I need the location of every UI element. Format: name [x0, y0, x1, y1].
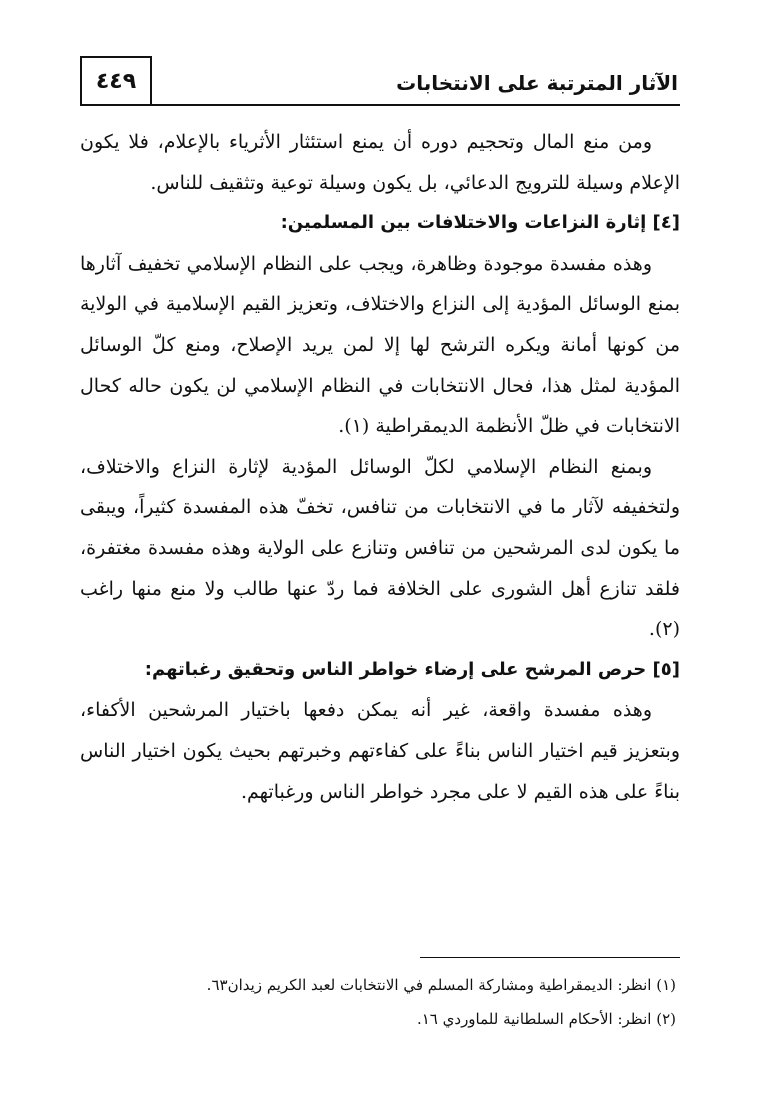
footnote: (١) انظر: الديمقراطية ومشاركة المسلم في الانتخابات لعبد الكريم زيدان٦٣.	[206, 976, 676, 994]
header-rule	[80, 104, 680, 106]
page-number: ٤٤٩	[80, 56, 152, 106]
paragraph: ومن منع المال وتحجيم دوره أن يمنع استئثار الأثرياء بالإعلام، فلا يكون الإعلام وسيلة للترويج الدعائي، بل يكون وسيلة توعية وتثقيف للناس.	[80, 131, 680, 194]
section-heading: [٤] إثارة النزاعات والاختلافات بين المسلمين:	[280, 212, 680, 234]
footnotes	[80, 968, 676, 1036]
paragraph: وبمنع النظام الإسلامي لكلّ الوسائل المؤدية لإثارة النزاع والاختلاف، ولتخفيفه لآثار ما في الانتخابات من تنافس، تخفّ هذه المفسدة كثيراً، ويبقى ما يكون لدى المرشحين من تنافس وتنازع على الولاية وهذه مفسدة مغتفرة، فلقد تنازع أهل الشورى على الخلافة فما ردّ عنها طالب ولا منع منها راغب (٢).	[80, 455, 680, 641]
paragraph: وهذه مفسدة واقعة، غير أنه يمكن دفعها باختيار المرشحين الأكفاء، وبتعزيز قيم اختيار الناس بناءً على كفاءتهم وخبرتهم بحيث يكون اختيار الناس بناءً على هذه القيم لا على مجرد خواطر الناس ورغباتهم.	[80, 699, 680, 803]
main-text	[80, 122, 680, 812]
footnote: (٢) انظر: الأحكام السلطانية للماوردي ١٦.	[416, 1010, 676, 1028]
running-title: الآثار المترتبة على الانتخابات	[396, 71, 678, 95]
paragraph: وهذه مفسدة موجودة وظاهرة، ويجب على النظام الإسلامي تخفيف آثارها بمنع الوسائل المؤدية إلى النزاع والاختلاف، وتعزيز القيم الإسلامية في الولاية من كونها أمانة ويكره الترشح لها إلا لمن يريد الإصلاح، ومنع كلّ الوسائل المؤدية لمثل هذا، فحال الانتخابات في النظام الإسلامي لن يكون حاله كحال الانتخابات في ظلّ الأنظمة الديمقراطية (١).	[80, 252, 680, 438]
footnote-separator	[420, 957, 680, 958]
section-heading: [٥] حرص المرشح على إرضاء خواطر الناس وتحقيق رغباتهم:	[144, 658, 680, 680]
